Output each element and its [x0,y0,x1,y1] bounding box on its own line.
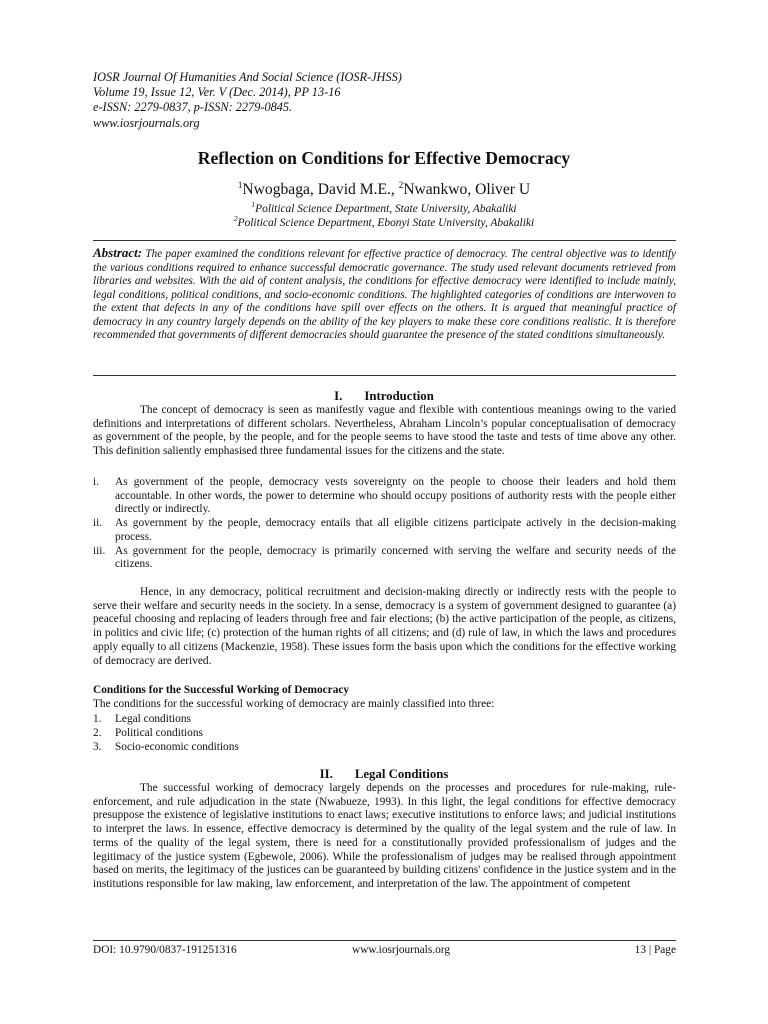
footer-website[interactable]: www.iosrjournals.org [352,944,450,956]
footer-rule [93,940,676,941]
journal-website[interactable]: www.iosrjournals.org [93,115,200,130]
list-item-text: Socio-economic conditions [115,741,239,753]
abstract-bottom-rule [93,375,676,376]
section-title: Introduction [364,389,434,403]
list-item-text: As government by the people, democracy entails that all eligible citizens participate actively in the decision-making process. [115,517,676,543]
list-marker: 2. [93,727,102,739]
author-1-marker: 1 [237,179,243,190]
abstract-label: Abstract: [93,245,143,260]
affiliation-2 [0,214,768,230]
paper-title: Reflection on Conditions for Effective Democracy [197,148,571,168]
journal-volume: Volume 19, Issue 12, Ver. V (Dec. 2014), PP 13-16 [93,85,341,100]
affiliation-1-text: Political Science Department, State University, Abakaliki [255,203,517,215]
list-item [93,476,676,517]
abstract-top-rule [93,240,676,241]
intro-paragraph-1: The concept of democracy is seen as manifestly vague and flexible with contentious meanings owing to the varied definitions and interpretations of different scholars. Nevertheless, Abraham Lincoln’s popular conceptualisation of democracy as government of the people, by the people, and for the people seems to have stood the taste and tests of time above any other. This definition saliently emphasised three fundamental issues for the citizens and the state. [93,404,676,458]
intro-paragraph-2: Hence, in any democracy, political recruitment and decision-making directly or indirectly rests with the people to serve their welfare and security needs in the society. In a sense, democracy is a system of government designed to guarantee (a) peaceful choosing and replacing of leaders through free and fair elections; (b) the active participation of the people, as citizens, in politics and civic life; (c) protection of the human rights of all citizens; and (d) rule of law, in which the laws and procedures apply equally to all citizens (Mackenzie, 1958). These issues form the basis upon which the conditions for the effective working of democracy are derived. [93,586,676,667]
author-2-name: Nwankwo, Oliver U [403,181,531,198]
intro-list [93,476,676,572]
affiliation-1-marker: 1 [251,200,256,210]
legal-paragraph-1: The successful working of democracy largely depends on the processes and procedures for rule-making, rule-enforcement, and rule adjudication in the state (Nwabueze, 1993). In this light, the legal conditions for effective democracy presuppose the existence of legislative institutions to enact laws; executive institutions to enforce laws; and judicial institutions to interpret the laws. In essence, effective democracy is determined by the quality of the legal system and the rule of law. In terms of the quality of the legal system, there is need for a constitutionally provided professionalism of judges and the legitimacy of the justice system (Egbewole, 2006). While the professionalism of judges may be realised through appointment based on merits, the legitimacy of the justices can be guaranteed by building citizens' confidence in the justice system and in the institutions responsible for law making, law enforcement, and interpretation of the law. The appointment of competent [93,782,676,890]
section-title: Legal Conditions [354,767,449,781]
list-marker: i. [93,476,99,488]
list-item-text: As government of the people, democracy vests sovereignty on the people to choose their leaders and hold them accountable. In other words, the power to determine who should occupy positions of authority rests with the people either directly or indirectly. [115,476,676,516]
list-item-text: Political conditions [115,727,203,739]
list-item [93,712,239,726]
section-heading-introduction [0,389,768,404]
journal-name: IOSR Journal Of Humanities And Social Science (IOSR-JHSS) [93,70,402,84]
footer-page-number: 13 | Page [634,944,676,956]
author-1-name: Nwogbaga, David M.E., [242,181,399,198]
footer-doi[interactable]: DOI: 10.9790/0837-191251316 [93,944,237,956]
list-item-text: Legal conditions [115,713,191,725]
conditions-heading: Conditions for the Successful Working of Democracy [93,684,350,696]
section-number: II. [319,767,333,781]
list-item [93,726,239,740]
list-marker: 1. [93,713,102,725]
list-item [93,545,676,572]
journal-header [93,70,653,131]
list-item-text: As government for the people, democracy is primarily concerned with serving the welfare and security needs of the citizens. [115,544,676,571]
conditions-list [93,712,239,754]
section-number: I. [334,389,343,403]
paper-authors [0,181,768,199]
affiliation-1 [0,200,768,216]
list-marker: iii. [93,544,106,557]
abstract [93,246,676,343]
list-marker: ii. [93,517,103,530]
affiliation-2-marker: 2 [233,214,238,224]
abstract-text: The paper examined the conditions relevant for effective practice of democracy. The central objective was to identify the various conditions required to enhance successful democratic governance. The study used relevant documents retrieved from libraries and websites. With the aid of content analysis, the conditions for effective democracy were identified to include mainly, legal conditions, political conditions, and socio-economic conditions. The highlighted categories of conditions are interwoven to the extent that defects in any of the conditions have spill over effects on the others. It is argued that meaningful practice of democracy in any country largely depends on the ability of the key players to make these core conditions realistic. It is therefore recommended that governments of different democracies should guarantee the presence of the stated conditions simultaneously. [93,248,676,342]
list-item [93,740,239,754]
journal-issn: e-ISSN: 2279-0837, p-ISSN: 2279-0845. [93,100,293,115]
author-2-marker: 2 [398,179,404,190]
list-marker: 3. [93,741,102,753]
affiliation-2-text: Political Science Department, Ebonyi State University, Abakaliki [237,217,535,229]
list-item [93,517,676,544]
section-heading-legal-conditions [0,767,768,782]
conditions-intro: The conditions for the successful working of democracy are mainly classified into three: [93,698,495,710]
